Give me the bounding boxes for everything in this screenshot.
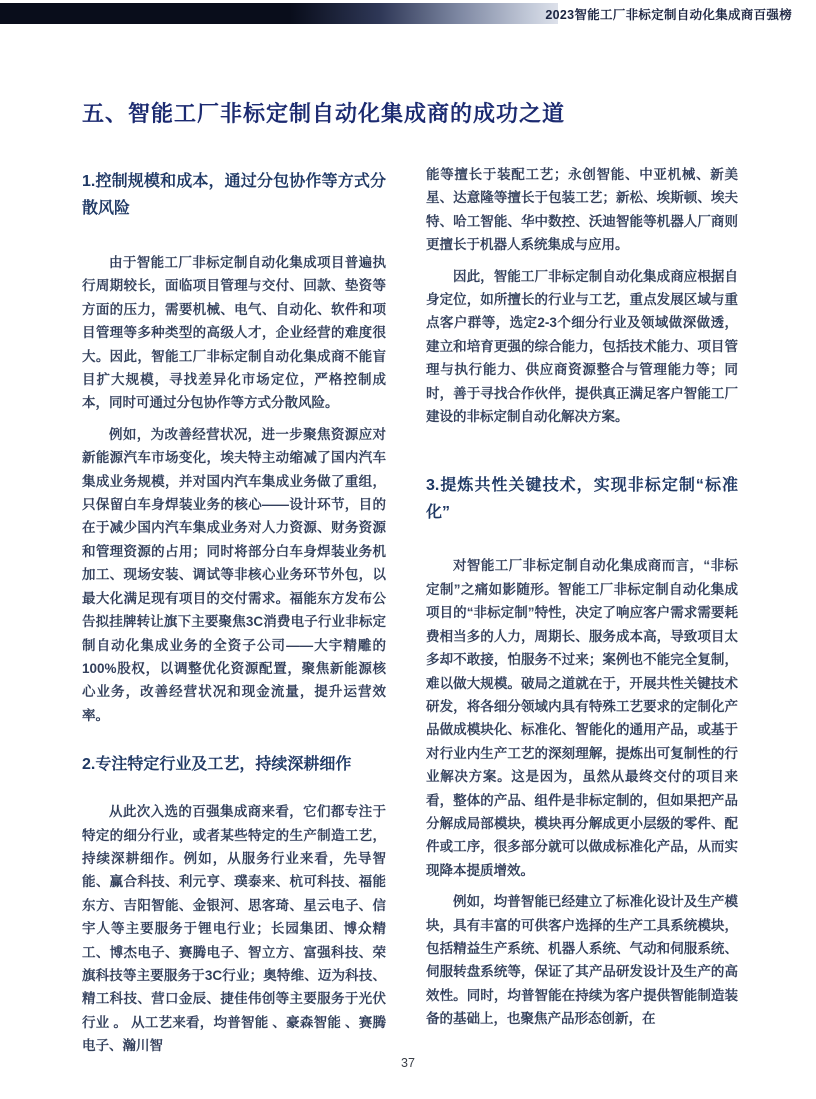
section-2-paragraph-continuation: 能等擅长于装配工艺；永创智能、中亚机械、新美星、达意隆等擅长于包装工艺；新松、埃斯顿、埃夫特、哈工智能、华中数控、沃迪智能等机器人厂商则更擅长于机器人系统集成与应用。: [426, 167, 738, 253]
section-2-paragraph-1: 从此次入选的百强集成商来看，它们都专注于特定的细分行业，或者某些特定的生产制造工艺，持续深耕细作。例如，从服务行业来看，先导智能、赢合科技、利元亨、璞泰来、杭可科技、福能东方、吉阳智能、金银河、思客琦、星云电子、信宇人等主要服务于锂电行业；长园集团、博众精工、博杰电子、赛腾电子、智立方、富强科技、荣旗科技等主要服务于3C行业；奥特维、迈为科技、精工科技、营口金辰、捷佳伟创等主要服务于光伏行业 。 从工艺来看，均普智能 、豪森智能 、赛腾电子、瀚川智: [82, 804, 386, 1054]
left-column: [82, 163, 386, 1058]
section-1-paragraph-2: 例如，为改善经营状况，进一步聚焦资源应对新能源汽车市场变化，埃夫特主动缩减了国内汽车集成业务规模，并对国内汽车集成业务做了重组，只保留白车身焊装业务的核心——设计环节，目的在于减少国内汽车集成业务对人力资源、财务资源和管理资源的占用；同时将部分白车身焊装业务机加工、现场安装、调试等非核心业务环节外包，以最大化满足现有项目的交付需求。福能东方发布公告拟挂牌转让旗下主要聚焦3C消费电子行业非标定制自动化集成业务的全资子公司——大宇精雕的100%股权，以调整优化资源配置，聚焦新能源核心业务，改善经营状况和现金流量，提升运营效率。: [82, 426, 386, 723]
section-3-paragraph-1: 对智能工厂非标定制自动化集成商而言，“非标定制”之痛如影随形。智能工厂非标定制自动化集成项目的“非标定制”特性，决定了响应客户需求需要耗费相当多的人力，周期长、服务成本高，导致项目太多却不敢接，怕服务不过来；案例也不能完全复制，难以做大规模。破局之道就在于，开展共性关键技术研发，将各细分领域内具有特殊工艺要求的定制化产品做成模块化、标准化、智能化的通用产品，或基于对行业内生产工艺的深刻理解，提炼出可复制性的行业解决方案。这是因为，虽然从最终交付的项目来看，整体的产品、组件是非标定制的，但如果把产品分解成局部模块，模块再分解成更小层级的零件、配件或工序，很多部分就可以做成标准化产品，从而实现降本提质增效。: [426, 558, 738, 878]
section-1-paragraph-1: 由于智能工厂非标定制自动化集成项目普遍执行周期较长，面临项目管理与交付、回款、垫资等方面的压力，需要机械、电气、自动化、软件和项目管理等多种类型的高级人才，企业经营的难度很大。因此，智能工厂非标定制自动化集成商不能盲目扩大规模，寻找差异化市场定位，严格控制成本，同时可通过分包协作等方式分散风险。: [82, 255, 386, 411]
right-column: [426, 163, 738, 1058]
page-number: 37: [401, 1056, 415, 1070]
page-title: 五、智能工厂非标定制自动化集成商的成功之道: [82, 100, 566, 126]
section-2-paragraph-2: 因此，智能工厂非标定制自动化集成商应根据自身定位，如所擅长的行业与工艺，重点发展区域与重点客户群等，选定2-3个细分行业及领域做深做透，建立和培育更强的综合能力，包括技术能力、项目管理与执行能力、供应商资源整合与管理能力等；同时，善于寻找合作伙伴，提供真正满足客户智能工厂建设的非标定制自动化解决方案。: [426, 268, 738, 425]
section-1-heading: 1.控制规模和成本，通过分包协作等方式分散风险: [82, 173, 386, 217]
section-2-heading: 2.专注特定行业及工艺，持续深耕细作: [82, 756, 352, 774]
report-header-title: 2023智能工厂非标定制自动化集成商百强榜: [545, 8, 792, 22]
two-column-body: [82, 163, 738, 1058]
header-gradient-bar: [0, 3, 558, 24]
section-3-paragraph-2: 例如，均普智能已经建立了标准化设计及生产模块，具有丰富的可供客户选择的生产工具系统模块，包括精益生产系统、机器人系统、气动和伺服系统、伺服转盘系统等，保证了其产品研发设计及生产的高效性。同时，均普智能在持续为客户提供智能制造装备的基础上，也聚焦产品形态创新，在: [426, 894, 738, 1027]
section-3-heading: 3.提炼共性关键技术，实现非标定制“标准化”: [426, 477, 738, 522]
